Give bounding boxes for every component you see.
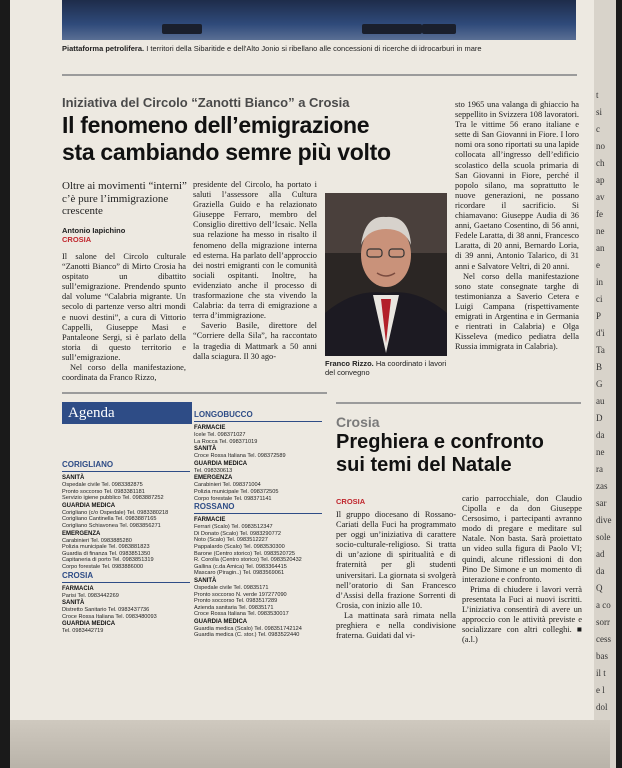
edge-fragment: si [596, 107, 603, 117]
agenda-entry: Corpo forestale Tel. 098371141 [194, 495, 272, 502]
edge-fragment: Ta [596, 345, 605, 355]
agenda-entry: Guardia di finanza Tel. 0983851350 [62, 550, 151, 557]
edge-fragment: bas [596, 651, 608, 661]
edge-fragment: cess [596, 634, 611, 644]
agenda-category: GUARDIA MEDICA [62, 621, 116, 628]
agenda-category: EMERGENZA [194, 475, 233, 482]
edge-fragment: av [596, 192, 605, 202]
agenda-entry: La Rocca Tel. 098371019 [194, 438, 258, 445]
edge-fragment: sole [596, 532, 611, 542]
oil-platform-photo [62, 0, 576, 40]
edge-fragment: zas [596, 481, 608, 491]
agenda-entry: Ospedale civile Tel. 0983382875 [62, 482, 143, 488]
agenda-category: FARMACIE [194, 425, 226, 431]
section-rule-3 [336, 402, 581, 404]
agenda-entry: Azienda sanitaria Tel. 09835171 [194, 604, 274, 611]
edge-fragment: ci [596, 294, 603, 304]
byline: Antonio Iapichino [62, 226, 126, 235]
agenda-entry: Ospedale civile Tel. 09835171 [194, 584, 269, 591]
agenda-entry: Tel. 098330613 [194, 467, 233, 474]
agenda-column-1 [62, 460, 190, 635]
agenda-entry: Noto (Scalo) Tel. 0983512227 [194, 537, 268, 544]
agenda-town: ROSSANO [194, 502, 235, 512]
agenda-category: SANITÀ [62, 600, 85, 607]
photo-caption-top: Piattaforma petrolifera. I territori della Sibaritide e dell'Alto Jonio si ribellano alle concessioni di ricerche di idrocarburi in mare [62, 44, 482, 53]
agenda-entry: Carabinieri Tel. 098371004 [194, 482, 261, 489]
agenda-entry: Tel. 0983442719 [62, 628, 104, 635]
agenda-entry: Di Donato (Scalo) Tel. 0983290772 [194, 530, 281, 537]
agenda-title: Agenda [68, 405, 115, 421]
agenda-entry: Croce Rossa Italiana Tel. 098372589 [194, 453, 286, 460]
agenda-entry: Polizia municipale Tel. 0983881823 [62, 544, 150, 551]
agenda-entry: Pronto soccorso Tel. 0983517289 [194, 598, 278, 605]
edge-fragment: t [596, 90, 599, 100]
edge-fragment: da [596, 430, 605, 440]
section-rule-2 [62, 392, 327, 394]
article-deck: Oltre ai movimenti “interni” c’è pure l’immigrazione crescente [62, 180, 187, 217]
agenda-category: GUARDIA MEDICA [194, 460, 248, 467]
agenda-category: GUARDIA MEDICA [194, 618, 248, 625]
agenda-category: FARMACIE [194, 517, 226, 524]
page-shadow-strip [10, 720, 610, 768]
agenda-entry: Mascaro (Piragin..) Tel. 0983569061 [194, 570, 285, 577]
agenda-entry: Barone (Centro storico) Tel. 0983520725 [194, 550, 295, 557]
agenda-entry: Parisi Tel. 0983442269 [62, 592, 119, 599]
article2-column-1: Il gruppo diocesano di Rossano-Cariati della Fuci ha programmato per oggi un’iniziativa di carattere socio-culturale-religioso. Si tratta di un’azione di spiritualità e di fraternità per gli studenti universitari. La giornata si svolgerà nell’oratorio di San Francesco d’Assisi della frazione Sorrenti di Crosia, con inizio alle 10. La mattinata sarà rimata nella preghiera e nella condivisione fraterna. Guidati dal vi- [336, 510, 456, 641]
edge-fragment: no [596, 141, 605, 151]
edge-fragment: c [596, 124, 600, 134]
agenda-entry: Ferrari (Scalo) Tel. 0983512347 [194, 524, 273, 531]
edge-fragment: sar [596, 498, 607, 508]
article-column-1: Il salone del Circolo culturale “Zanotti Bianco” di Mirto Crosia ha ospitato un dibattito sull’emigrazione. Prendendo spunto dal volume “Calabria migrante. Un secolo di partenze verso altri mondi e nuovi destini”, a cura di Vittorio Cappelli, Giuseppe Masi e Pantaleone Sergi, si è parlato della storia di questo territorio e sull’emigrazione. Nel corso della manifestazione, coordinata da Franco Rizzo, [62, 252, 186, 383]
edge-fragment: Q [596, 583, 603, 593]
article-column-2: presidente del Circolo, ha portato i saluti l’assessore alla Cultura Graziella Guido e ha relazionato Giuseppe Ferraro, membro del Consiglio direttivo dell’Icsaic. Nella sua relazione ha messo in risalto il fenomeno della migrazione interna ed esterna. Ha parlato dell’approccio dei nostri emigranti con le comunità sociali ospitanti. Inoltre, ha evidenziato anche il processo di trasformazione che sta vivendo la Calabria: da terra di emigrazione a terra d’immigrazione. Saverio Basile, direttore del “Corriere della Sila”, ha raccontato la tragedia di Mattmark a 50 anni dalla sciagura. Il 30 ago- [193, 180, 317, 361]
agenda-entry: Capitaneria di porto Tel. 0983851319 [62, 557, 154, 564]
agenda-town: CROSIA [62, 570, 94, 580]
agenda-entry: Corigliano Cantinella Tel. 0983887165 [62, 516, 157, 523]
edge-fragment: d'i [596, 328, 605, 338]
agenda-entry: Croce Rossa Italiana Tel. 0983530017 [194, 611, 289, 618]
agenda-entry: Pronto soccorso N. verde 197277090 [194, 591, 287, 598]
edge-fragment: dive [596, 515, 612, 525]
article2-column-2: cario parrocchiale, don Claudio Cipolla e da don Giuseppe Cersosimo, i partecipanti avranno modo di pregare e meditare sul Natale. Non basta. Sarà proiettato un video sulla figura di Paolo VI; quindi, alcune riflessioni di don Pino De Simone e un momento di interazione e confronto. Prima di chiudere i lavori verrà presentata la Fuci ai nuovi iscritti. L’iniziativa consentirà di avere un approccio con le attività previste e socializzare con altri colleghi. ■ (a.l.) [462, 494, 582, 645]
edge-fragment: ap [596, 175, 605, 185]
edge-fragment: B [596, 362, 603, 372]
article-kicker: Iniziativa del Circolo “Zanotti Bianco” a Crosia [62, 95, 350, 110]
agenda-town: LONGOBUCCO [194, 410, 253, 419]
article-headline: Il fenomeno dell’emigrazione sta cambiando semre più volto [62, 112, 391, 165]
edge-fragment: sorr [596, 617, 610, 627]
agenda-category: FARMACIA [62, 585, 94, 592]
agenda-entry: Gallina (c.da Amica) Tel. 0983364415 [194, 563, 287, 570]
agenda-entry: Corpo forestale Tel. 0983886000 [62, 563, 144, 570]
agenda-rule [194, 421, 322, 422]
agenda-entry: Croce Rossa Italiana Tel. 0983480093 [62, 613, 157, 620]
agenda-rule [62, 471, 190, 472]
edge-fragment: ad [596, 549, 605, 559]
edge-fragment: da [596, 566, 605, 576]
agenda-column-2 [194, 410, 322, 639]
agenda-rule [62, 582, 190, 583]
edge-fragment: in [596, 277, 604, 287]
edge-fragment: il t [596, 668, 606, 678]
agenda-entry: Pappalardo (Scalo) Tel. 0983530300 [194, 543, 285, 550]
agenda-entry: Distretto Sanitario Tel. 0983437736 [62, 607, 150, 614]
edge-fragment: e l [596, 685, 605, 695]
agenda-entry: Servizio igiene pubblico Tel. 0983887252 [62, 495, 164, 502]
adjacent-page-edge [594, 0, 616, 768]
edge-fragment: au [596, 396, 605, 406]
agenda-category: SANITÀ [194, 577, 217, 584]
agenda-category: SANITÀ [62, 475, 85, 481]
edge-fragment: a co [596, 600, 611, 610]
agenda-entry: Guardia medica (Scalo) Tel. 098351742124 [194, 625, 302, 632]
agenda-entry: Polizia municipale Tel. 098372505 [194, 488, 279, 495]
agenda-entry: Guardia medica (C. stor.) Tel. 0983522440 [194, 632, 300, 639]
edge-fragment: ne [596, 447, 605, 457]
article2-place: CROSIA [336, 497, 366, 506]
edge-fragment: e [596, 260, 600, 270]
edge-fragment: ne [596, 226, 605, 236]
agenda-category: GUARDIA MEDICA [62, 502, 116, 509]
edge-fragment: ch [596, 158, 605, 168]
agenda-rule [194, 513, 322, 514]
agenda-entry: Corigliano (c/o Ospedale) Tel. 0983380218 [62, 509, 169, 516]
article2-kicker: Crosia [336, 414, 380, 430]
agenda-entry: R. Corolla (Centro storico) Tel. 0983520432 [194, 557, 302, 564]
edge-fragment: fe [596, 209, 603, 219]
edge-fragment: an [596, 243, 605, 253]
edge-fragment: dol [596, 702, 608, 712]
agenda-town: CORIGLIANO [62, 460, 114, 469]
agenda-entry: Pronto soccorso Tel. 0983381181 [62, 488, 145, 495]
portrait-caption: Franco Rizzo. Ha coordinato i lavori del convegno [325, 359, 447, 377]
agenda-entry: Carabinieri Tel. 0983885280 [62, 537, 132, 544]
portrait-illustration [325, 193, 447, 356]
portrait-photo [325, 193, 447, 356]
agenda-entry: Icele Tel. 098371027 [194, 432, 246, 438]
agenda-entry: Corigliano Schiavonea Tel. 0983856271 [62, 522, 161, 529]
article-column-3: sto 1965 una valanga di ghiaccio ha seppellito in Svizzera 108 lavoratori. Tra le vittime 56 erano italiane e sette di San Giovanni in Fiore. I loro nomi ora sono riportati su una lapide collocata all’ingresso dell’edificio scolastico della scuola primaria di San Giovanni in Fiore, perché il popolo silano, ma soprattutto le nuove generazioni, ne possano ricordare il sacrificio. Si chiamavano: Giuseppe Audia di 36 anni, Gaetano Cosentino, di 56 anni, Fedele Laratta, di 38 anni, Francesco Laratta, di 20 anni, Bernardo Loria, di 39 anni, Antonio Talarico, di 31 anni e Salvatore Veltri, di 20 anni. Nel corso della manifestazione sono state consegnate targhe di testimonianza a Saverio Cetera e Luigi Campana (rispettivamente emigrati in Argentina e in Germania e rientrati in Calabria) e Olga Kisseleva (medico pediatra della Russia immigrata in Calabria). [455, 100, 579, 352]
edge-fragment: G [596, 379, 603, 389]
section-rule [62, 74, 577, 76]
edge-fragment: D [596, 413, 603, 423]
edge-fragment: ra [596, 464, 603, 474]
article2-headline: Preghiera e confronto sui temi del Natale [336, 431, 544, 476]
edge-fragment: P [596, 311, 602, 321]
dateline-place: CROSIA [62, 235, 92, 244]
agenda-category: EMERGENZA [62, 530, 101, 537]
agenda-category: SANITÀ [194, 446, 217, 453]
